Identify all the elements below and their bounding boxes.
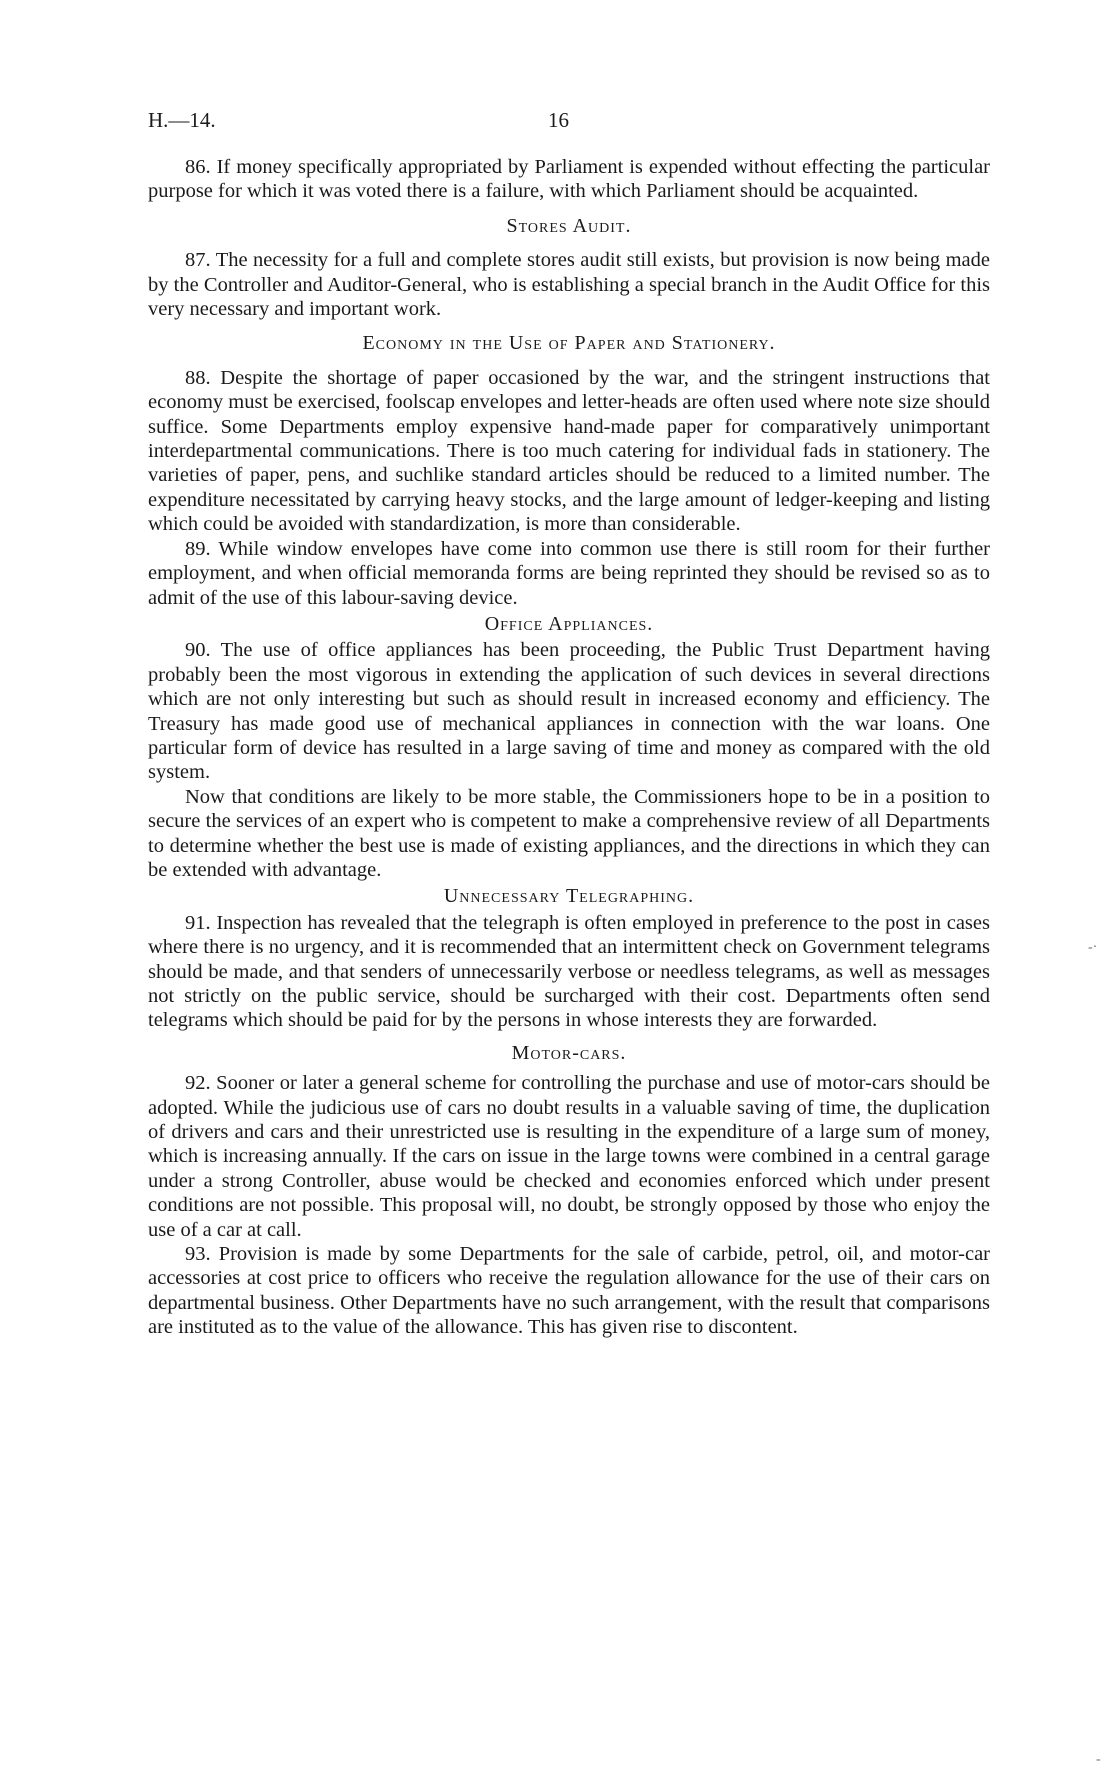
section-heading-telegraphing: Unnecessary Telegraphing. — [443, 885, 695, 908]
running-head — [148, 108, 990, 136]
paragraph-92: 92. Sooner or later a general scheme for controlling the purchase and use of motor-cars should be adopted. While the judicious use of cars no doubt results in a valuable saving of time, the duplication of drivers and cars and their unrestricted use is resulting in the expenditure of a large sum of money, which is increasing annually. If the cars on issue in the large towns were combined in a central garage under a strong Controller, abuse would be checked and economies enforced which under present conditions are not possible. This proposal will, no doubt, be strongly opposed by those who enjoy the use of a car at call. — [148, 1072, 990, 1241]
section-heading-economy: Economy in the Use of Paper and Stationery. — [362, 332, 776, 355]
page-number: 16 — [548, 108, 569, 132]
document-body — [148, 155, 990, 1340]
section-heading-office-appliances: Office Appliances. — [484, 612, 654, 635]
section-heading-motor-cars: Motor-cars. — [511, 1041, 627, 1064]
paragraph-93: 93. Provision is made by some Departments for the sale of carbide, petrol, oil, and motor-car accessories at cost price to officers who receive the regulation allowance for the use of their cars on departmental business. Other Departments have no such arrangement, with the result that comparisons are instituted as to the value of the allowance. This has given rise to discontent. — [148, 1243, 990, 1339]
paragraph-87: 87. The necessity for a full and complete stores audit still exists, but provision is now being made by the Controller and Auditor-General, who is establishing a special branch in the Audit Office for this very necessary and important work. — [148, 249, 990, 321]
paragraph-90: 90. The use of office appliances has been proceeding, the Public Trust Department having probably been the most vigorous in extending the application of such devices in several directions which are not only interesting but such as should result in increased economy and efficiency. The Treasury has made good use of mechanical appliances in connection with the war loans. One particular form of device has resulted in a large saving of time and money as compared with the old system. — [148, 639, 990, 784]
paragraph-90-continued: Now that conditions are likely to be more stable, the Commissioners hope to be in a position to secure the services of an expert who is competent to make a comprehensive review of all Departments to determine whether the best use is made of existing appliances, and the directions in which they can be extended with advantage. — [148, 785, 990, 881]
margin-mark-icon: -· — [1088, 940, 1098, 955]
paragraph-88: 88. Despite the shortage of paper occasioned by the war, and the stringent instructions that economy must be exercised, foolscap envelopes and letter-heads are often used where note size should suffice. Some Departments employ expensive hand-made paper for comparatively unimportant interdepartmental communications. There is too much catering for individual fads in stationery. The varieties of paper, pens, and suchlike standard articles should be reduced to a limited number. The expenditure necessitated by carrying heavy stocks, and the large amount of ledger-keeping and listing which could be avoided with standardization, is more than considerable. — [148, 366, 990, 536]
paragraph-91: 91. Inspection has revealed that the telegraph is often employed in preference to the post in cases where there is no urgency, and it is recommended that an intermittent check on Government telegrams should be made, and that senders of unnecessarily verbose or needless telegrams, as well as messages not strictly on the public service, should be surcharged with their cost. Departments often send telegrams which should be paid for by the persons in whose interests they are forwarded. — [148, 911, 990, 1032]
section-heading-stores-audit: Stores Audit. — [506, 214, 632, 237]
corner-mark-icon: ‐ — [1096, 1752, 1101, 1767]
document-reference: H.—14. — [148, 108, 216, 132]
paragraph-86: 86. If money specifically appropriated by Parliament is expended without effecting the particular purpose for which it was voted there is a failure, with which Parliament should be acquainted. — [148, 156, 990, 203]
paragraph-89: 89. While window envelopes have come into common use there is still room for their further employment, and when official memoranda forms are being reprinted they should be revised so as to admit of the use of this labour-saving device. — [148, 537, 990, 609]
